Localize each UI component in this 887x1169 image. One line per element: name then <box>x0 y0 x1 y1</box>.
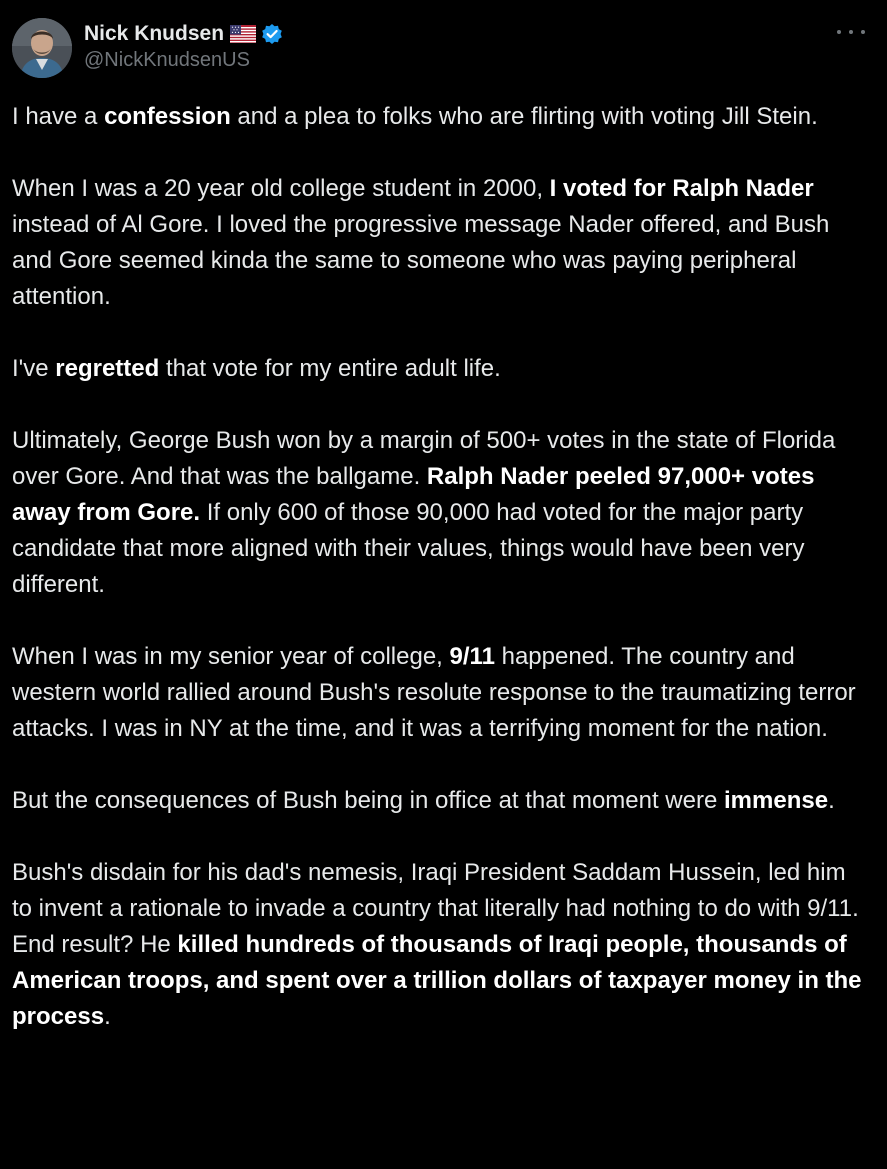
tweet-paragraph: Bush's disdain for his dad's nemesis, Iraqi President Saddam Hussein, led him to invent a rationale to invade a country that literally had nothing to do with 9/11. End result? He killed hundreds of thousands of Iraqi people, thousands of American troops, and spent over a trillion dollars of taxpayer money in the process. <box>12 859 862 1030</box>
name-row <box>84 21 283 47</box>
avatar[interactable] <box>12 18 72 78</box>
tweet-paragraph: Ultimately, George Bush won by a margin of 500+ votes in the state of Florida over Gore. And that was the ballgame. Ralph Nader peeled 97,000+ votes away from Gore. If only 600 of those 90,000 had voted for the major party candidate that more aligned with their values, things would have been very different. <box>12 427 836 598</box>
tweet-paragraph: I have a confession and a plea to folks who are flirting with voting Jill Stein. <box>12 103 818 130</box>
display-name[interactable]: Nick Knudsen <box>84 22 225 45</box>
verified-badge-icon[interactable] <box>261 23 283 45</box>
tweet-paragraph: When I was in my senior year of college, 9/11 happened. The country and western world rallied around Bush's resolute response to the traumatizing terror attacks. I was in NY at the time, and it was a terrifying moment for the nation. <box>12 643 856 742</box>
more-options-icon[interactable] <box>837 24 865 40</box>
tweet-paragraph: When I was a 20 year old college student in 2000, I voted for Ralph Nader instead of Al Gore. I loved the progressive message Nader offered, and Bush and Gore seemed kinda the same to someone who was paying peripheral attention. <box>12 175 830 310</box>
tweet-paragraph: I've regretted that vote for my entire adult life. <box>12 355 501 382</box>
tweet-header <box>12 18 867 80</box>
author-info <box>84 21 283 72</box>
author-handle[interactable]: @NickKnudsenUS <box>84 49 250 71</box>
us-flag-icon <box>230 25 256 43</box>
tweet-paragraph: But the consequences of Bush being in office at that moment were immense. <box>12 787 835 814</box>
tweet-text <box>12 99 872 1035</box>
